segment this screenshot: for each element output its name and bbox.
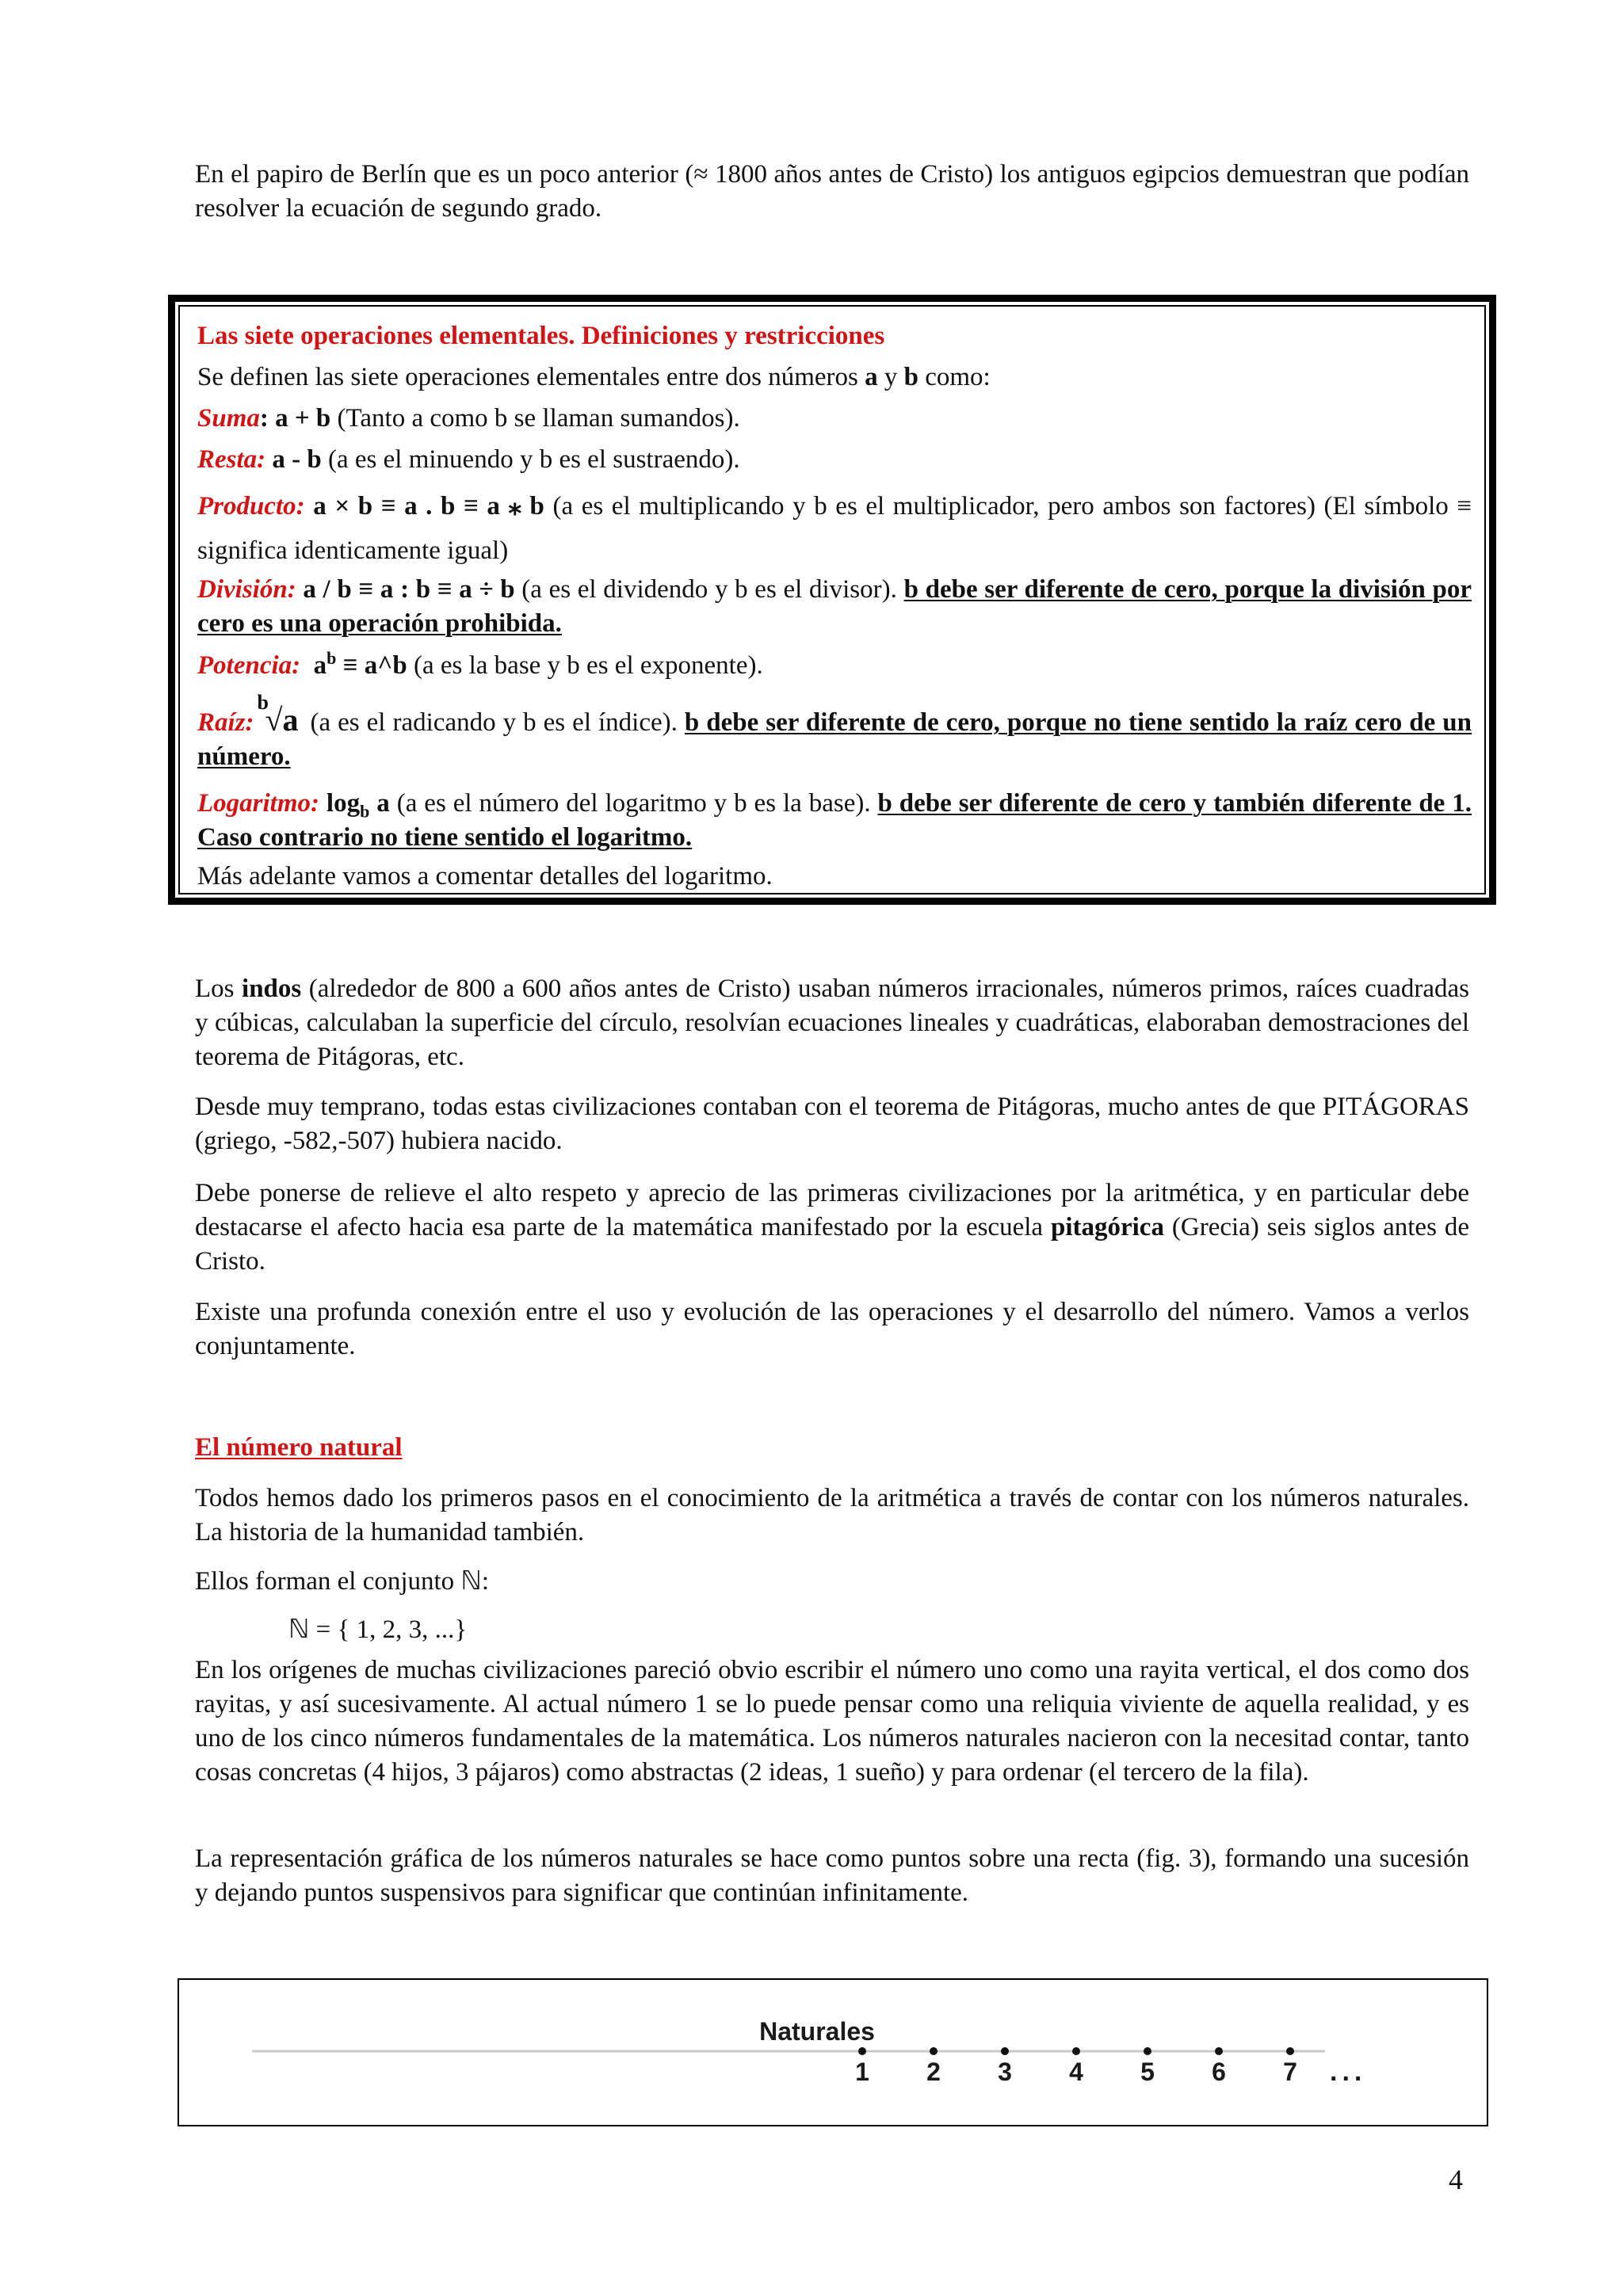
number-label-5: 5 [1140, 2058, 1155, 2086]
def-suma: Suma: a + b (Tanto a como b se llaman sumandos). [197, 404, 740, 433]
paragraph-conjunto: Ellos forman el conjunto ℕ: [195, 1567, 490, 1596]
points-layer [855, 2047, 1297, 2086]
figure-label: Naturales [759, 2017, 875, 2046]
number-point-1 [858, 2047, 866, 2055]
definitions-box [168, 295, 1496, 905]
def-division: División: a / b ≡ a : b ≡ a ÷ b (a es el dividendo y b es el divisor). b debe ser diferente de cero, porque la división por cero es una operación prohibida. [197, 575, 1472, 638]
number-label-1: 1 [855, 2058, 869, 2086]
section-heading: El número natural [195, 1433, 403, 1462]
def-producto: Producto: a × b ≡ a . b ≡ a ⁎ b (a es el multiplicando y b es el multiplicador, pero ambos son factores) (El símbolo ≡ significa identicamente igual) [197, 492, 1472, 565]
number-point-2 [930, 2047, 938, 2055]
figure-natural-numbers [178, 1978, 1488, 2126]
number-point-4 [1072, 2047, 1080, 2055]
box-title: Las siete operaciones elementales. Definiciones y restricciones [197, 322, 885, 350]
number-point-3 [1001, 2047, 1009, 2055]
number-label-7: 7 [1283, 2058, 1297, 2086]
page-number: 4 [1449, 2164, 1463, 2195]
def-logaritmo: Logaritmo: $\log_b a$ (a es el número del logaritmo y b es la base). b debe ser diferente de cero y también diferente de 1. Caso contrario no tiene sentido el logaritmo. [197, 789, 1472, 852]
paragraph-contar: Todos hemos dado los primeros pasos en el conocimiento de la aritmética a través de contar con los números naturales. La historia de la humanidad también. [195, 1484, 1469, 1547]
paragraph-pitagoras: Desde muy temprano, todas estas civilizaciones contaban con el teorema de Pitágoras, mucho antes de que PITÁGORAS (griego, -582,-507) hubiera nacido. [195, 1093, 1469, 1155]
def-raiz: Raíz: b √a (a es el radicando y b es el índice). b debe ser diferente de cero, porque no tiene sentido la raíz cero de un número. [197, 691, 1472, 771]
paragraph-pitagorica: Debe ponerse de relieve el alto respeto y aprecio de las primeras civilizaciones por la aritmética, y en particular debe destacarse el afecto hacia esa parte de la matemática manifestado por la escuela pitagórica (Grecia) seis siglos antes de Cristo. [195, 1179, 1469, 1276]
number-point-6 [1215, 2047, 1223, 2055]
root-symbol: b √a [257, 691, 299, 738]
paragraph-representacion: La representación gráfica de los números naturales se hace como puntos sobre una recta (fig. 3), formando una sucesión y dejando puntos suspensivos para significar que continúan infinitamente. [195, 1844, 1469, 1907]
number-label-2: 2 [926, 2058, 941, 2086]
box-closing: Más adelante vamos a comentar detalles del logaritmo. [197, 862, 773, 891]
number-label-3: 3 [998, 2058, 1012, 2086]
number-point-7 [1286, 2047, 1294, 2055]
figure-ellipsis: ... [1330, 2057, 1367, 2087]
paragraph-conexion: Existe una profunda conexión entre el uso y evolución de las operaciones y el desarrollo del número. Vamos a verlos conjuntamente. [195, 1298, 1469, 1360]
paragraph-indos: Los indos (alrededor de 800 a 600 años antes de Cristo) usaban números irracionales, números primos, raíces cuadradas y cúbicas, calculaban la superficie del círculo, resolvían ecuaciones lineales y cuadráticas, elaboraban demostraciones del teorema de Pitágoras, etc. [195, 974, 1470, 1071]
number-line-svg [179, 1980, 1487, 2125]
number-label-6: 6 [1212, 2058, 1226, 2086]
paragraph-origenes: En los orígenes de muchas civilizaciones pareció obvio escribir el número uno como una rayita vertical, el dos como dos rayitas, y así sucesivamente. Al actual número 1 se lo puede pensar como una reliquia viviente de aquella realidad, y es uno de los cinco números fundamentales de la matemática. Los números naturales nacieron con la necesitad contar, tanto cosas concretas (4 hijos, 3 pájaros) como abstractas (2 ideas, 1 sueño) y para ordenar (el tercero de la fila). [195, 1656, 1469, 1787]
set-definition: ℕ = { 1, 2, 3, ...} [288, 1615, 468, 1644]
box-intro: Se definen las siete operaciones elementales entre dos números a y b como: [197, 363, 991, 391]
def-potencia: Potencia: $a^b$ ≡ a^b (a es la base y b es el exponente). [197, 648, 763, 680]
number-point-5 [1144, 2047, 1151, 2055]
number-label-4: 4 [1069, 2058, 1083, 2086]
intro-paragraph: En el papiro de Berlín que es un poco anterior (≈ 1800 años antes de Cristo) los antiguos egipcios demuestran que podían resolver la ecuación de segundo grado. [195, 160, 1469, 223]
def-resta: Resta: a - b (a es el minuendo y b es el sustraendo). [197, 445, 740, 474]
